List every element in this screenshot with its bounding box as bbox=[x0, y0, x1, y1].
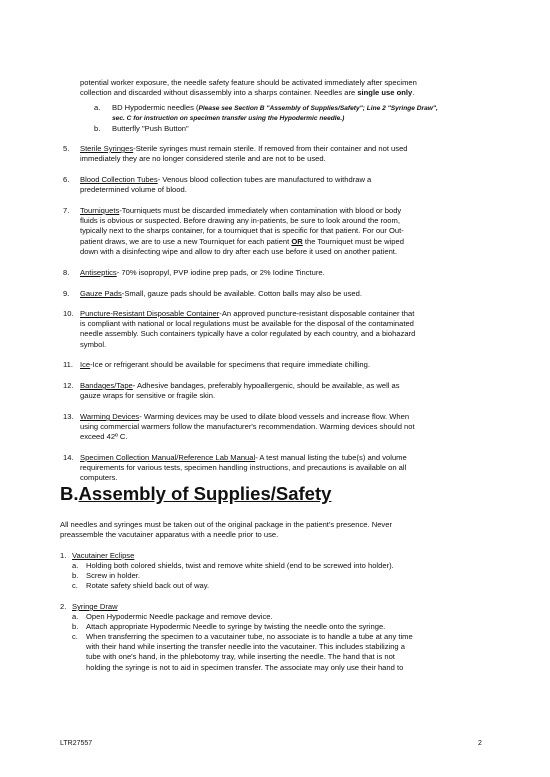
step-1-sub-b: b. Screw in holder. bbox=[72, 571, 141, 580]
emphasis-single-use: single use only bbox=[357, 88, 413, 98]
step-1-sub-a: a. Holding both colored shields, twist and remove white shield (end to be screwed into holder). bbox=[72, 561, 394, 570]
item-number: 6. bbox=[63, 175, 70, 184]
section-heading bbox=[60, 483, 331, 505]
item-number: 10. bbox=[63, 309, 74, 318]
item-number: 8. bbox=[63, 268, 70, 277]
sublist-text: Butterfly "Push Button" bbox=[112, 124, 189, 133]
sublist-note-cont: sec. C for instruction on specimen transfer using the Hypodermic needle.) bbox=[112, 115, 345, 123]
step-2 bbox=[60, 602, 500, 612]
step-2-sub-a: a. Open Hypodermic Needle package and remove device. bbox=[72, 612, 273, 621]
list-item-7: 7. Tourniquets-Tourniquets must be discarded immediately when contamination with blood or body fluids is obvious or suspected. Before drawing any in-patients, be sure to look around the room, typically next to the sharps container, for a tourniquet that is specific for that patient. For our Out- patient draws, we are to use a new Tourniquet for each patient OR the Tourniquet must be wiped down with a disinfecting wipe and allow to dry after each use before it used on another patient. bbox=[63, 206, 404, 256]
item-term: Puncture-Resistant Disposable Container bbox=[80, 309, 220, 318]
section-prefix: B. bbox=[60, 483, 79, 504]
item-term: Ice bbox=[80, 360, 91, 369]
list-item-5: 5. Sterile Syringes-Sterile syringes must remain sterile. If removed from their container and not used immediately they are no longer considered sterile and are not to be used. bbox=[63, 144, 408, 164]
item-number: 14. bbox=[63, 453, 74, 462]
item-term: Tourniquets bbox=[80, 206, 120, 215]
step-1 bbox=[60, 551, 500, 561]
list-item-13: 13. Warming Devices- Warming devices may be used to dilate blood vessels and increase flow. When using commercial warmers follow the manufacturer's recommendation. Warming devices should not exceed 42º C. bbox=[63, 412, 415, 442]
step-2-sub-c: c. When transferring the specimen to a vacutainer tube, no associate is to handle a tube at any time with their hand while inserting the transfer needle into the vacutainer. This includes stabilizing a tube with one's hand, in the phlebotomy tray, while inserting the needle. The hand that is not holding the syringe is not to aid in specimen transfer. The associate may only use their hand to bbox=[72, 632, 413, 672]
list-item-11: 11. Ice-Ice or refrigerant should be available for specimens that require immediate chilling. bbox=[63, 360, 370, 369]
item-term: Blood Collection Tubes bbox=[80, 175, 158, 184]
step-2-sub-b: b. Attach appropriate Hypodermic Needle to syringe by twisting the needle onto the syringe. bbox=[72, 622, 386, 631]
item-term: Bandages/Tape bbox=[80, 381, 133, 390]
list-item-10: 10. Puncture-Resistant Disposable Container-An approved puncture-resistant disposable container that is compliant with national or local regulations must be available for the disposal of the contaminated needle assembly. Such containers typically have a color regulated by each country, and a biohazard symbol. bbox=[63, 309, 416, 349]
list-item-8: 8. Antiseptics- 70% isopropyl, PVP iodine prep pads, or 2% Iodine Tincture. bbox=[63, 268, 325, 277]
sublist-item-a: a. BD Hypodermic needles (Please see Section B "Assembly of Supplies/Safety"; Line 2 "Syringe Draw", sec. C for instruction on specimen transfer using the Hypodermic needle.) bbox=[94, 103, 494, 124]
list-item-12: 12. Bandages/Tape- Adhesive bandages, preferably hypoallergenic, should be available, as well as gauze wraps for sensitive or fragile skin. bbox=[63, 381, 400, 401]
section-title: Assembly of Supplies/Safety bbox=[78, 483, 332, 504]
item-term: Sterile Syringes bbox=[80, 144, 134, 153]
list-item-6: 6. Blood Collection Tubes- Venous blood collection tubes are manufactured to withdraw a predetermined volume of blood. bbox=[63, 175, 372, 195]
item-term: Specimen Collection Manual/Reference Lab Manual bbox=[80, 453, 256, 462]
section-intro: All needles and syringes must be taken out of the original package in the patient's presence. Never preassemble the vacutainer apparatus with a needle prior to use. bbox=[60, 520, 392, 540]
step-number: 2. bbox=[60, 602, 67, 611]
item-number: 12. bbox=[63, 381, 74, 390]
list-item-14: 14. Specimen Collection Manual/Reference Lab Manual- A test manual listing the tube(s) and volume requirements for various tests, specimen handling instructions, and precautions is available on all computers. bbox=[63, 453, 407, 483]
step-1-sub-c: c. Rotate safety shield back out of way. bbox=[72, 581, 210, 590]
step-title: Syringe Draw bbox=[72, 602, 118, 611]
intro-line-2: collection and discarded without disassembly into a sharps container. Needles are single use only. bbox=[80, 88, 415, 98]
item-number: 11. bbox=[63, 360, 73, 369]
intro-line-1: potential worker exposure, the needle safety feature should be activated immediately after specimen bbox=[80, 78, 417, 87]
footer-page-number: 2 bbox=[478, 740, 482, 747]
step-number: 1. bbox=[60, 551, 67, 560]
sublist-note: Please see Section B "Assembly of Supplies/Safety"; Line 2 "Syringe Draw", bbox=[198, 105, 438, 112]
step-title: Vacutainer Eclipse bbox=[72, 551, 135, 560]
sublist-marker: a. bbox=[94, 103, 101, 112]
item-number: 7. bbox=[63, 206, 70, 215]
item-number: 5. bbox=[63, 144, 70, 153]
item-number: 9. bbox=[63, 289, 70, 298]
emphasis-or: OR bbox=[291, 236, 303, 246]
footer-doc-id: LTR27557 bbox=[60, 740, 93, 747]
intro-paragraph bbox=[80, 78, 500, 98]
list-item-9: 9. Gauze Pads-Small, gauze pads should be available. Cotton balls may also be used. bbox=[63, 289, 362, 298]
item-term: Warming Devices bbox=[80, 412, 140, 421]
sublist-marker: b. bbox=[94, 124, 101, 133]
item-term: Antiseptics bbox=[80, 268, 117, 277]
item-number: 13. bbox=[63, 412, 74, 421]
item-term: Gauze Pads bbox=[80, 289, 122, 298]
sublist-item-b bbox=[94, 124, 494, 134]
